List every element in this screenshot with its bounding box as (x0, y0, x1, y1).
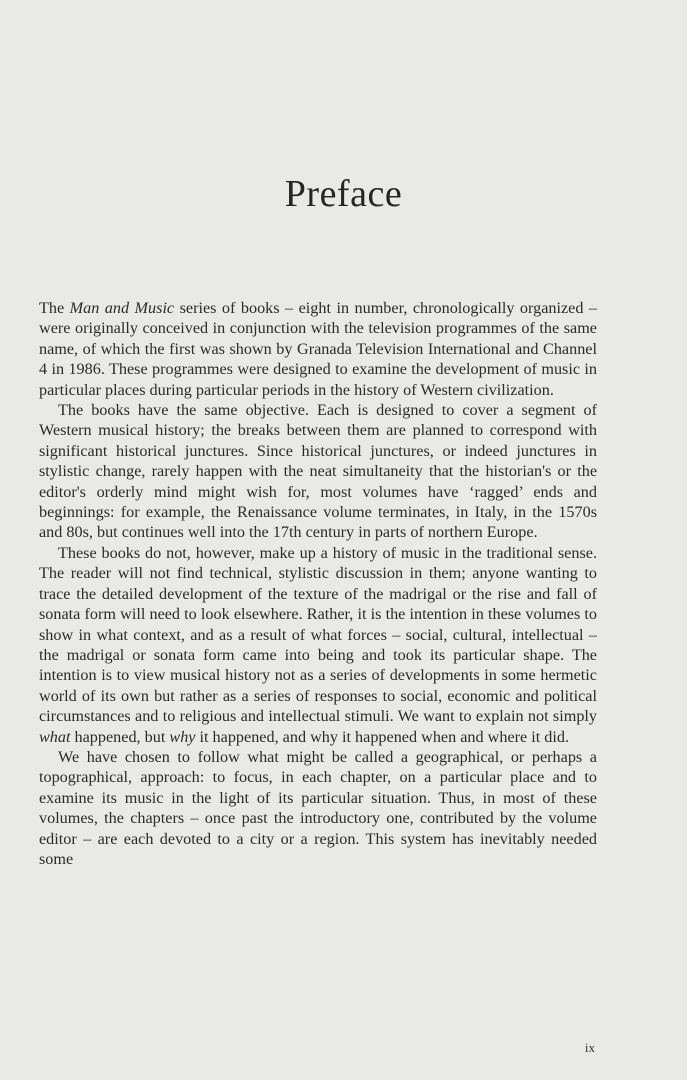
paragraph-3-part-3: it happened, and why it happened when and where it did. (195, 727, 570, 746)
paragraph-3-part-2: happened, but (70, 727, 170, 746)
paragraph-2: The books have the same objective. Each is designed to cover a segment of Western musical history; the breaks between them are planned to correspond with significant historical junctures. Since historical junctures, or indeed junctures in stylistic change, rarely happen with the neat simultaneity that the historian's or the editor's orderly mind might wish for, most volumes have ‘ragged’ ends and beginnings: for example, the Renaissance volume terminates, in Italy, in the 1570s and 80s, but continues well into the 17th century in parts of northern Europe. (39, 401, 597, 542)
emphasis-what: what (39, 727, 71, 746)
page-title: Preface (284, 173, 403, 215)
page-number: ix (584, 1040, 595, 1055)
paragraph-1 (39, 298, 597, 400)
paragraph-3-part-1: These books do not, however, make up a history of music in the traditional sense. The reader will not find technical, stylistic discussion in them; anyone wanting to trace the detailed development of the texture of the madrigal or the rise and fall of sonata form will need to look elsewhere. Rather, it is the intention in these volumes to show in what context, and as a result of what forces – social, cultural, intellectual – the madrigal or sonata form came into being and took its particular shape. The intention is to view musical history not as a series of developments in some hermetic world of its own but rather as a series of responses to social, economic and political circumstances and to religious and intellectual stimuli. We want to explain not simply (39, 543, 597, 726)
paragraph-3 (39, 543, 597, 747)
paragraph-1-text: series of books – eight in number, chronologically organized – were originally conceived in conjunction with the television programmes of the same name, of which the first was shown by Granada Television International and Channel 4 in 1986. These programmes were designed to examine the development of music in particular places during particular periods in the history of Western civilization. (39, 299, 598, 399)
paragraph-4: We have chosen to follow what might be called a geographical, or perhaps a topographical, approach: to focus, in each chapter, on a particular place and to examine its music in the light of its particular situation. Thus, in most of these volumes, the chapters – once past the introductory one, contributed by the volume editor – are each devoted to a city or a region. This system has inevitably needed some (39, 747, 597, 868)
emphasis-why: why (169, 727, 196, 746)
series-title-italic: Man and Music (69, 299, 175, 317)
preface-body (39, 298, 597, 869)
paragraph-1-lead: The (39, 299, 70, 317)
